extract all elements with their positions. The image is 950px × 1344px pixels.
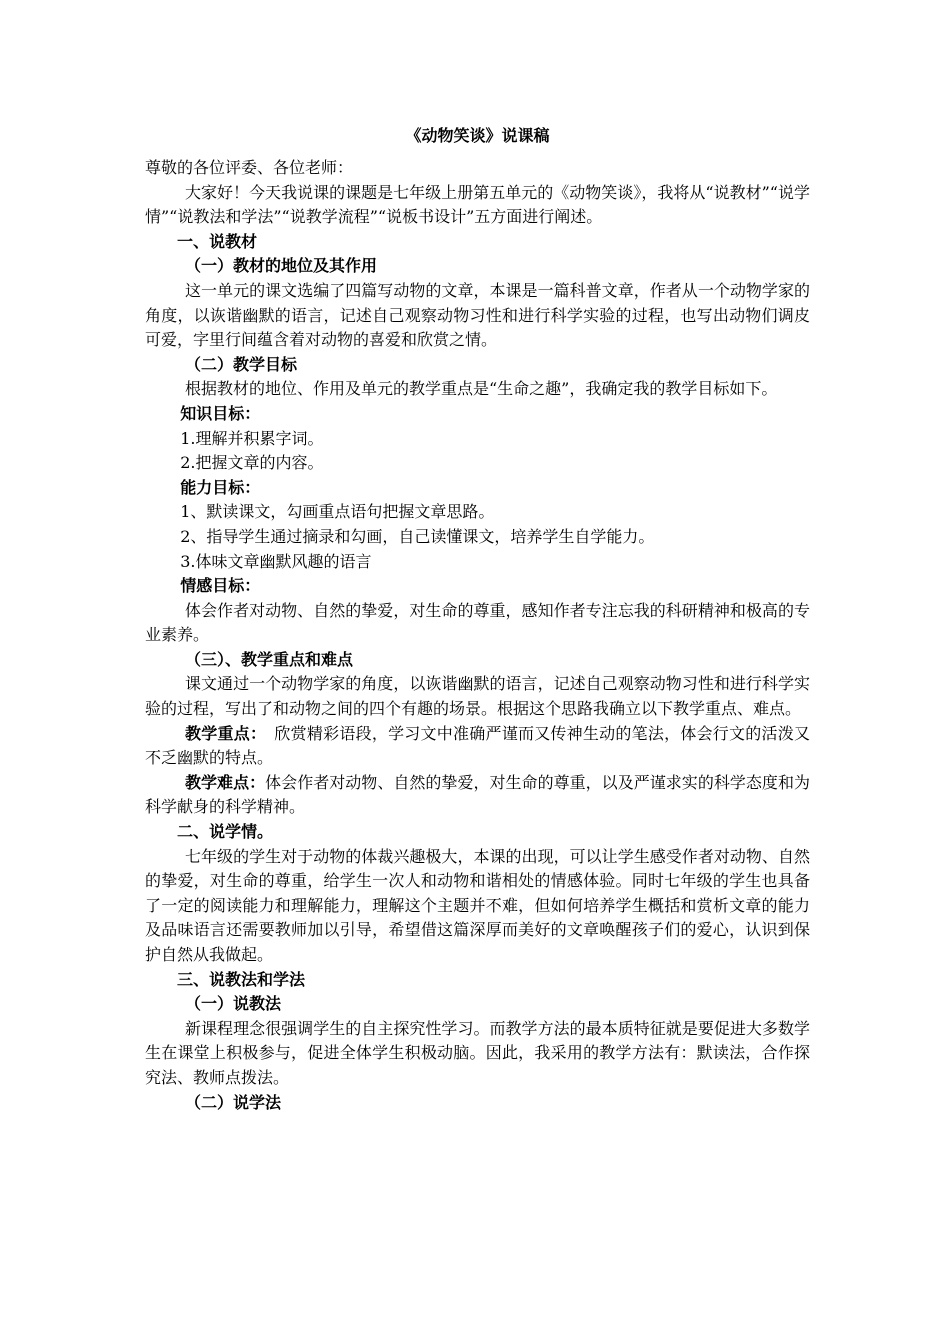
greeting: 尊敬的各位评委、各位老师： [145,158,354,177]
section-2-text: 七年级的学生对于动物的体裁兴趣极大，本课的出现，可以让学生感受作者对动物、自然的挚爱，对生命的尊重，给学生一次人和动物和谐相处的情感体验。同时七年级的学生也具备了一定的阅读能力和理解能力，理解这个主题并不难，但如何培养学生概括和赏析文章的能力及品味语言还需要教师加以引导，希望借这篇深厚而美好的文章唤醒孩子们的爱心，认识到保护自然从我做起。 [145,846,810,964]
document-title: 《动物笑谈》说课稿 [405,126,550,145]
document-page [145,124,810,1115]
ability-goal-3: 3.体味文章幽默风趣的语言 [180,551,372,571]
knowledge-goals-label: 知识目标： [180,403,261,423]
section-1-sub-1-text: 这一单元的课文选编了四篇写动物的文章，本课是一篇科普文章，作者从一个动物学家的角度，以诙谐幽默的语言，记述自己观察动物习性和进行科学实验的过程，也写出动物们调皮可爱，字里行间蕴含着对动物的喜爱和欣赏之情。 [145,280,810,350]
section-3-sub-1-text: 新课程理念很强调学生的自主探究性学习。而教学方法的最本质特征就是要促进大多数学生在课堂上积极参与，促进全体学生积极动脑。因此，我采用的教学方法有：默读法，合作探究法、教师点拨法。 [145,1018,810,1087]
ability-goal-1: 1、默读课文，勾画重点语句把握文章思路。 [180,502,495,522]
emotion-goals-label: 情感目标： [180,576,261,596]
teaching-difficulty-label: 教学难点： [185,772,266,792]
teaching-key-text: 欣赏精彩语段，学习文中准确严谨而又传神生动的笔法，体会行文的活泼又不乏幽默的特点。 [145,723,810,768]
section-1-sub-1-heading: （一）教材的地位及其作用 [185,256,378,276]
teaching-difficulty [145,771,810,820]
knowledge-goal-1: 1.理解并积累字词。 [180,428,324,448]
section-3-sub-2-heading: （二）说学法 [185,1092,282,1112]
teaching-key-label: 教学重点： [185,723,259,743]
section-1-sub-2-text: 根据教材的地位、作用及单元的教学重点是“生命之趣”，我确定我的教学目标如下。 [185,379,778,399]
section-2-heading: 二、说学情。 [177,822,274,842]
section-1-sub-3-text: 课文通过一个动物学家的角度，以诙谐幽默的语言，记述自己观察动物习性和进行科学实验的过程，写出了和动物之间的四个有趣的场景。根据这个思路我确立以下教学重点、难点。 [145,674,810,719]
section-1-sub-3-heading: （三）、教学重点和难点 [185,649,354,669]
section-1-heading: 一、说教材 [177,231,258,251]
knowledge-goal-2: 2.把握文章的内容。 [180,453,324,473]
ability-goal-2: 2、指导学生通过摘录和勾画，自己读懂课文，培养学生自学能力。 [180,526,655,546]
ability-goals-label: 能力目标： [180,477,261,497]
section-3-heading: 三、说教法和学法 [177,969,306,989]
intro-paragraph: 大家好！今天我说课的课题是七年级上册第五单元的《动物笑谈》，我将从“说教材”“说学情”“说教法和学法”“说教学流程”“说板书设计”五方面进行阐述。 [145,182,810,227]
teaching-key-point [145,722,810,771]
section-1-sub-2-heading: （二）教学目标 [185,354,298,374]
teaching-difficulty-text: 体会作者对动物、自然的挚爱，对生命的尊重，以及严谨求实的科学态度和为科学献身的科学精神。 [145,772,810,817]
section-3-sub-1-heading: （一）说教法 [185,994,282,1014]
emotion-goals-text: 体会作者对动物、自然的挚爱，对生命的尊重，感知作者专注忘我的科研精神和极高的专业素养。 [145,600,810,645]
